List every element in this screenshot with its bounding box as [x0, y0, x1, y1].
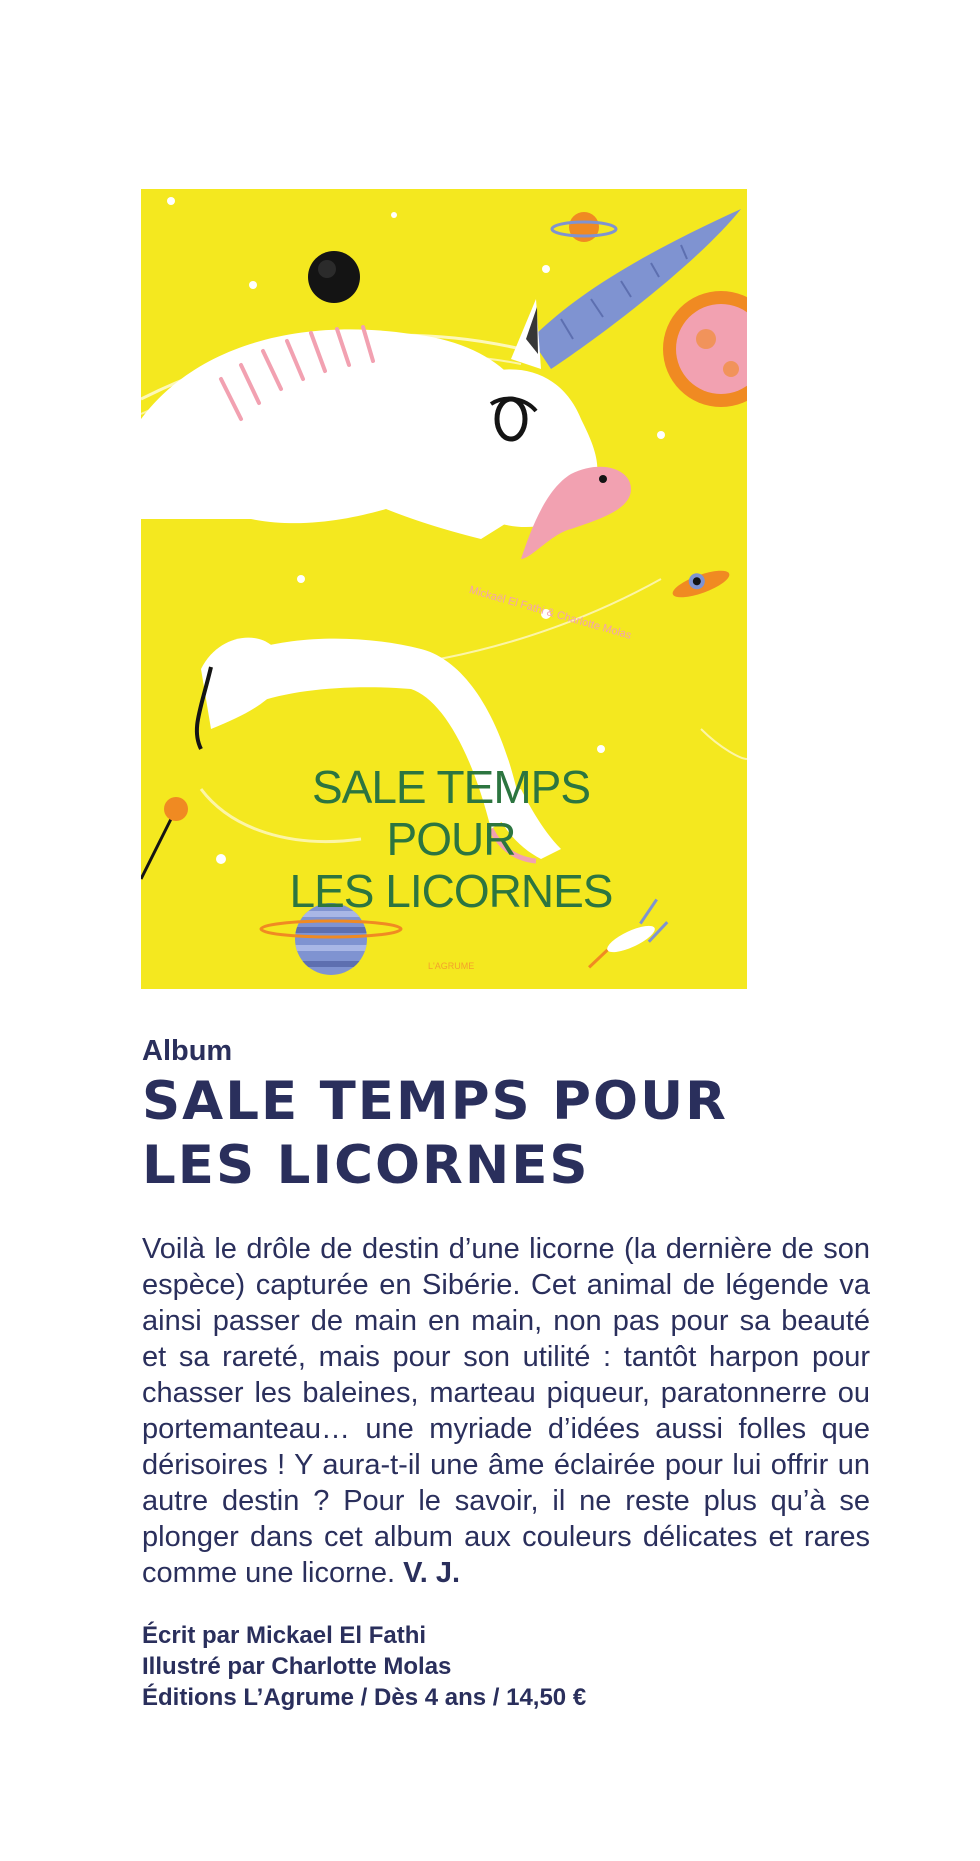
article-title — [142, 1070, 728, 1198]
article-title-line: SALE TEMPS POUR — [142, 1071, 728, 1132]
cover-title-line: LES LICORNES — [289, 865, 613, 917]
rocket — [669, 562, 733, 602]
cover-publisher-logo: L'AGRUME — [428, 961, 475, 971]
ringed-planet — [552, 212, 616, 242]
review-signature: V. J. — [403, 1557, 461, 1589]
cover-authors: Mickaël El Fathi & Charlotte Molas — [467, 584, 633, 642]
book-credits — [142, 1620, 586, 1713]
credit-illustrator: Illustré par Charlotte Molas — [142, 1653, 452, 1680]
credit-publisher: Éditions L’Agrume / Dès 4 ans / 14,50 € — [142, 1684, 587, 1711]
credit-author: Écrit par Mickael El Fathi — [142, 1622, 427, 1649]
review-body — [142, 1231, 870, 1591]
category-label: Album — [142, 1035, 233, 1067]
cover-title-line: POUR — [386, 813, 516, 865]
review-text: Voilà le drôle de destin d’une licorne (la dernière de son espèce) capturée en Sibérie. Cet animal de légende va ainsi passer de main en main, non pas pour sa beauté et sa rareté, mais pour son utilité : tantôt harpon pour chasser les baleines, marteau piqueur, paratonnerre ou portemanteau… une myriade d’idées aussi folles que dérisoires ! Y aura-t-il une âme éclairée pour lui offrir un autre destin ? Pour le savoir, il ne reste plus qu’à se plonger dans cet album aux couleurs délicates et rares comme une licorne. — [142, 1233, 870, 1589]
orange-sun — [663, 291, 747, 407]
orange-satellite — [141, 797, 188, 879]
book-cover — [141, 189, 747, 989]
cover-title-line: SALE TEMPS — [311, 761, 591, 813]
cover-title — [251, 761, 651, 917]
article-title-line: LES LICORNES — [142, 1135, 590, 1196]
black-planet — [308, 251, 360, 303]
